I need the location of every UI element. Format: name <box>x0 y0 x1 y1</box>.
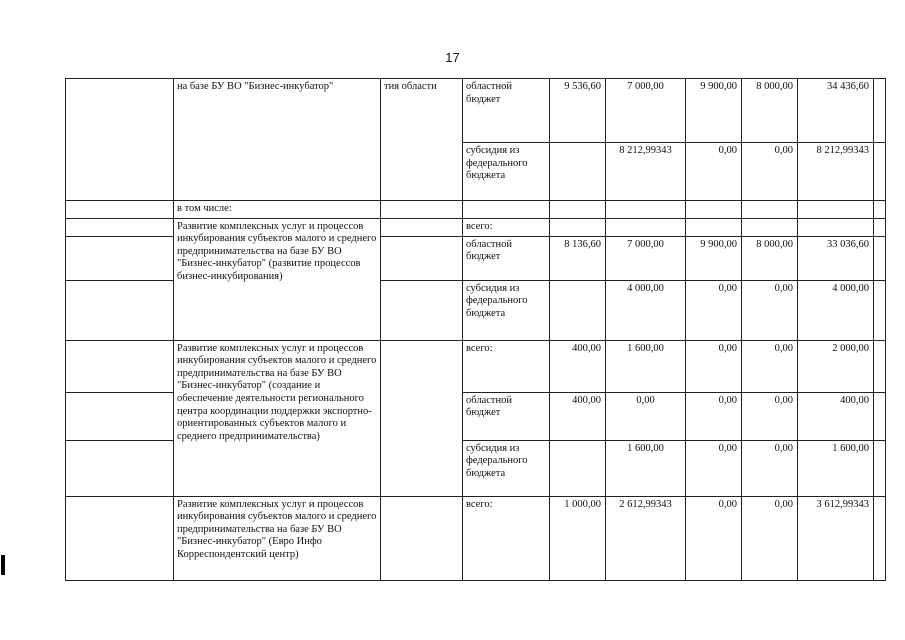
value-cell: 0,00 <box>686 496 742 580</box>
source-cell: субсидия из федерального бюджета <box>463 143 550 201</box>
source-cell: областной бюджет <box>463 392 550 440</box>
total-cell: 400,00 <box>798 392 874 440</box>
empty-cell <box>874 236 886 280</box>
source-cell: всего: <box>463 218 550 236</box>
empty-cell <box>874 340 886 392</box>
value-cell: 8 000,00 <box>742 79 798 143</box>
value-cell <box>686 218 742 236</box>
total-cell: 8 212,99343 <box>798 143 874 201</box>
empty-cell <box>66 280 174 340</box>
empty-cell <box>874 218 886 236</box>
empty-cell <box>66 79 174 201</box>
value-cell: 0,00 <box>686 392 742 440</box>
value-cell: 0,00 <box>686 280 742 340</box>
empty-cell <box>66 236 174 280</box>
measure-cell: в том числе: <box>174 201 381 219</box>
value-cell: 8 136,60 <box>550 236 606 280</box>
executor-cell: тия области <box>381 79 463 201</box>
total-cell <box>798 218 874 236</box>
value-cell <box>742 218 798 236</box>
empty-cell <box>381 201 463 219</box>
source-cell: всего: <box>463 340 550 392</box>
value-cell: 400,00 <box>550 392 606 440</box>
value-cell: 1 600,00 <box>606 440 686 496</box>
value-cell: 9 900,00 <box>686 236 742 280</box>
value-cell: 0,00 <box>686 340 742 392</box>
value-cell: 2 612,99343 <box>606 496 686 580</box>
value-cell: 4 000,00 <box>606 280 686 340</box>
empty-cell <box>381 236 463 280</box>
measure-cell: Развитие комплексных услуг и процессов инкубирования субъектов малого и среднего предпринимательства на базе БУ ВО "Бизнес-инкубатор" (развитие процессов бизнес-инкубирования) <box>174 218 381 340</box>
value-cell: 0,00 <box>742 280 798 340</box>
source-cell: субсидия из федерального бюджета <box>463 280 550 340</box>
value-cell: 0,00 <box>686 143 742 201</box>
value-cell <box>550 280 606 340</box>
source-cell: субсидия из федерального бюджета <box>463 440 550 496</box>
total-cell: 2 000,00 <box>798 340 874 392</box>
value-cell: 9 900,00 <box>686 79 742 143</box>
total-cell: 1 600,00 <box>798 440 874 496</box>
empty-cell <box>66 496 174 580</box>
value-cell: 0,00 <box>742 496 798 580</box>
source-cell: областной бюджет <box>463 236 550 280</box>
value-cell: 8 212,99343 <box>606 143 686 201</box>
empty-cell <box>874 280 886 340</box>
value-cell: 0,00 <box>686 440 742 496</box>
empty-cell <box>66 201 174 219</box>
total-cell: 4 000,00 <box>798 280 874 340</box>
value-cell <box>606 218 686 236</box>
value-cell: 400,00 <box>550 340 606 392</box>
empty-cell <box>66 340 174 392</box>
table-row <box>66 201 886 219</box>
empty-cell <box>606 201 686 219</box>
value-cell: 0,00 <box>742 143 798 201</box>
empty-cell <box>66 392 174 440</box>
value-cell: 7 000,00 <box>606 79 686 143</box>
empty-cell <box>381 496 463 580</box>
value-cell <box>550 143 606 201</box>
total-cell: 3 612,99343 <box>798 496 874 580</box>
empty-cell <box>874 440 886 496</box>
empty-cell <box>742 201 798 219</box>
empty-cell <box>874 201 886 219</box>
value-cell: 9 536,60 <box>550 79 606 143</box>
table-row <box>66 79 886 143</box>
measure-cell: Развитие комплексных услуг и процессов инкубирования субъектов малого и среднего предпринимательства на базе БУ ВО "Бизнес-инкубатор" (Евро Инфо Корреспондентский центр) <box>174 496 381 580</box>
empty-cell <box>874 496 886 580</box>
total-cell: 34 436,60 <box>798 79 874 143</box>
value-cell: 7 000,00 <box>606 236 686 280</box>
empty-cell <box>874 392 886 440</box>
empty-cell <box>686 201 742 219</box>
empty-cell <box>463 201 550 219</box>
empty-cell <box>874 79 886 143</box>
empty-cell <box>66 218 174 236</box>
empty-cell <box>798 201 874 219</box>
source-cell: областной бюджет <box>463 79 550 143</box>
measure-cell: на базе БУ ВО "Бизнес-инкубатор" <box>174 79 381 201</box>
value-cell: 0,00 <box>742 440 798 496</box>
empty-cell <box>66 440 174 496</box>
value-cell: 0,00 <box>742 392 798 440</box>
page-number: 17 <box>445 50 460 65</box>
value-cell: 8 000,00 <box>742 236 798 280</box>
empty-cell <box>381 280 463 340</box>
value-cell <box>550 218 606 236</box>
value-cell: 0,00 <box>742 340 798 392</box>
measure-cell: Развитие комплексных услуг и процессов инкубирования субъектов малого и среднего предпринимательства на базе БУ ВО "Бизнес-инкубатор" (создание и обеспечение деятельности регионального центра координации поддержки экспортно-ориентированных субъектов малого и среднего предпринимательства) <box>174 340 381 496</box>
value-cell: 1 000,00 <box>550 496 606 580</box>
value-cell <box>550 440 606 496</box>
table-row <box>66 218 886 236</box>
value-cell: 1 600,00 <box>606 340 686 392</box>
empty-cell <box>381 218 463 236</box>
total-cell: 33 036,60 <box>798 236 874 280</box>
table-row <box>66 496 886 580</box>
scan-edge-mark <box>1 555 5 575</box>
empty-cell <box>874 143 886 201</box>
empty-cell <box>381 340 463 496</box>
source-cell: всего: <box>463 496 550 580</box>
funding-table <box>65 78 886 581</box>
value-cell: 0,00 <box>606 392 686 440</box>
table-row <box>66 340 886 392</box>
empty-cell <box>550 201 606 219</box>
